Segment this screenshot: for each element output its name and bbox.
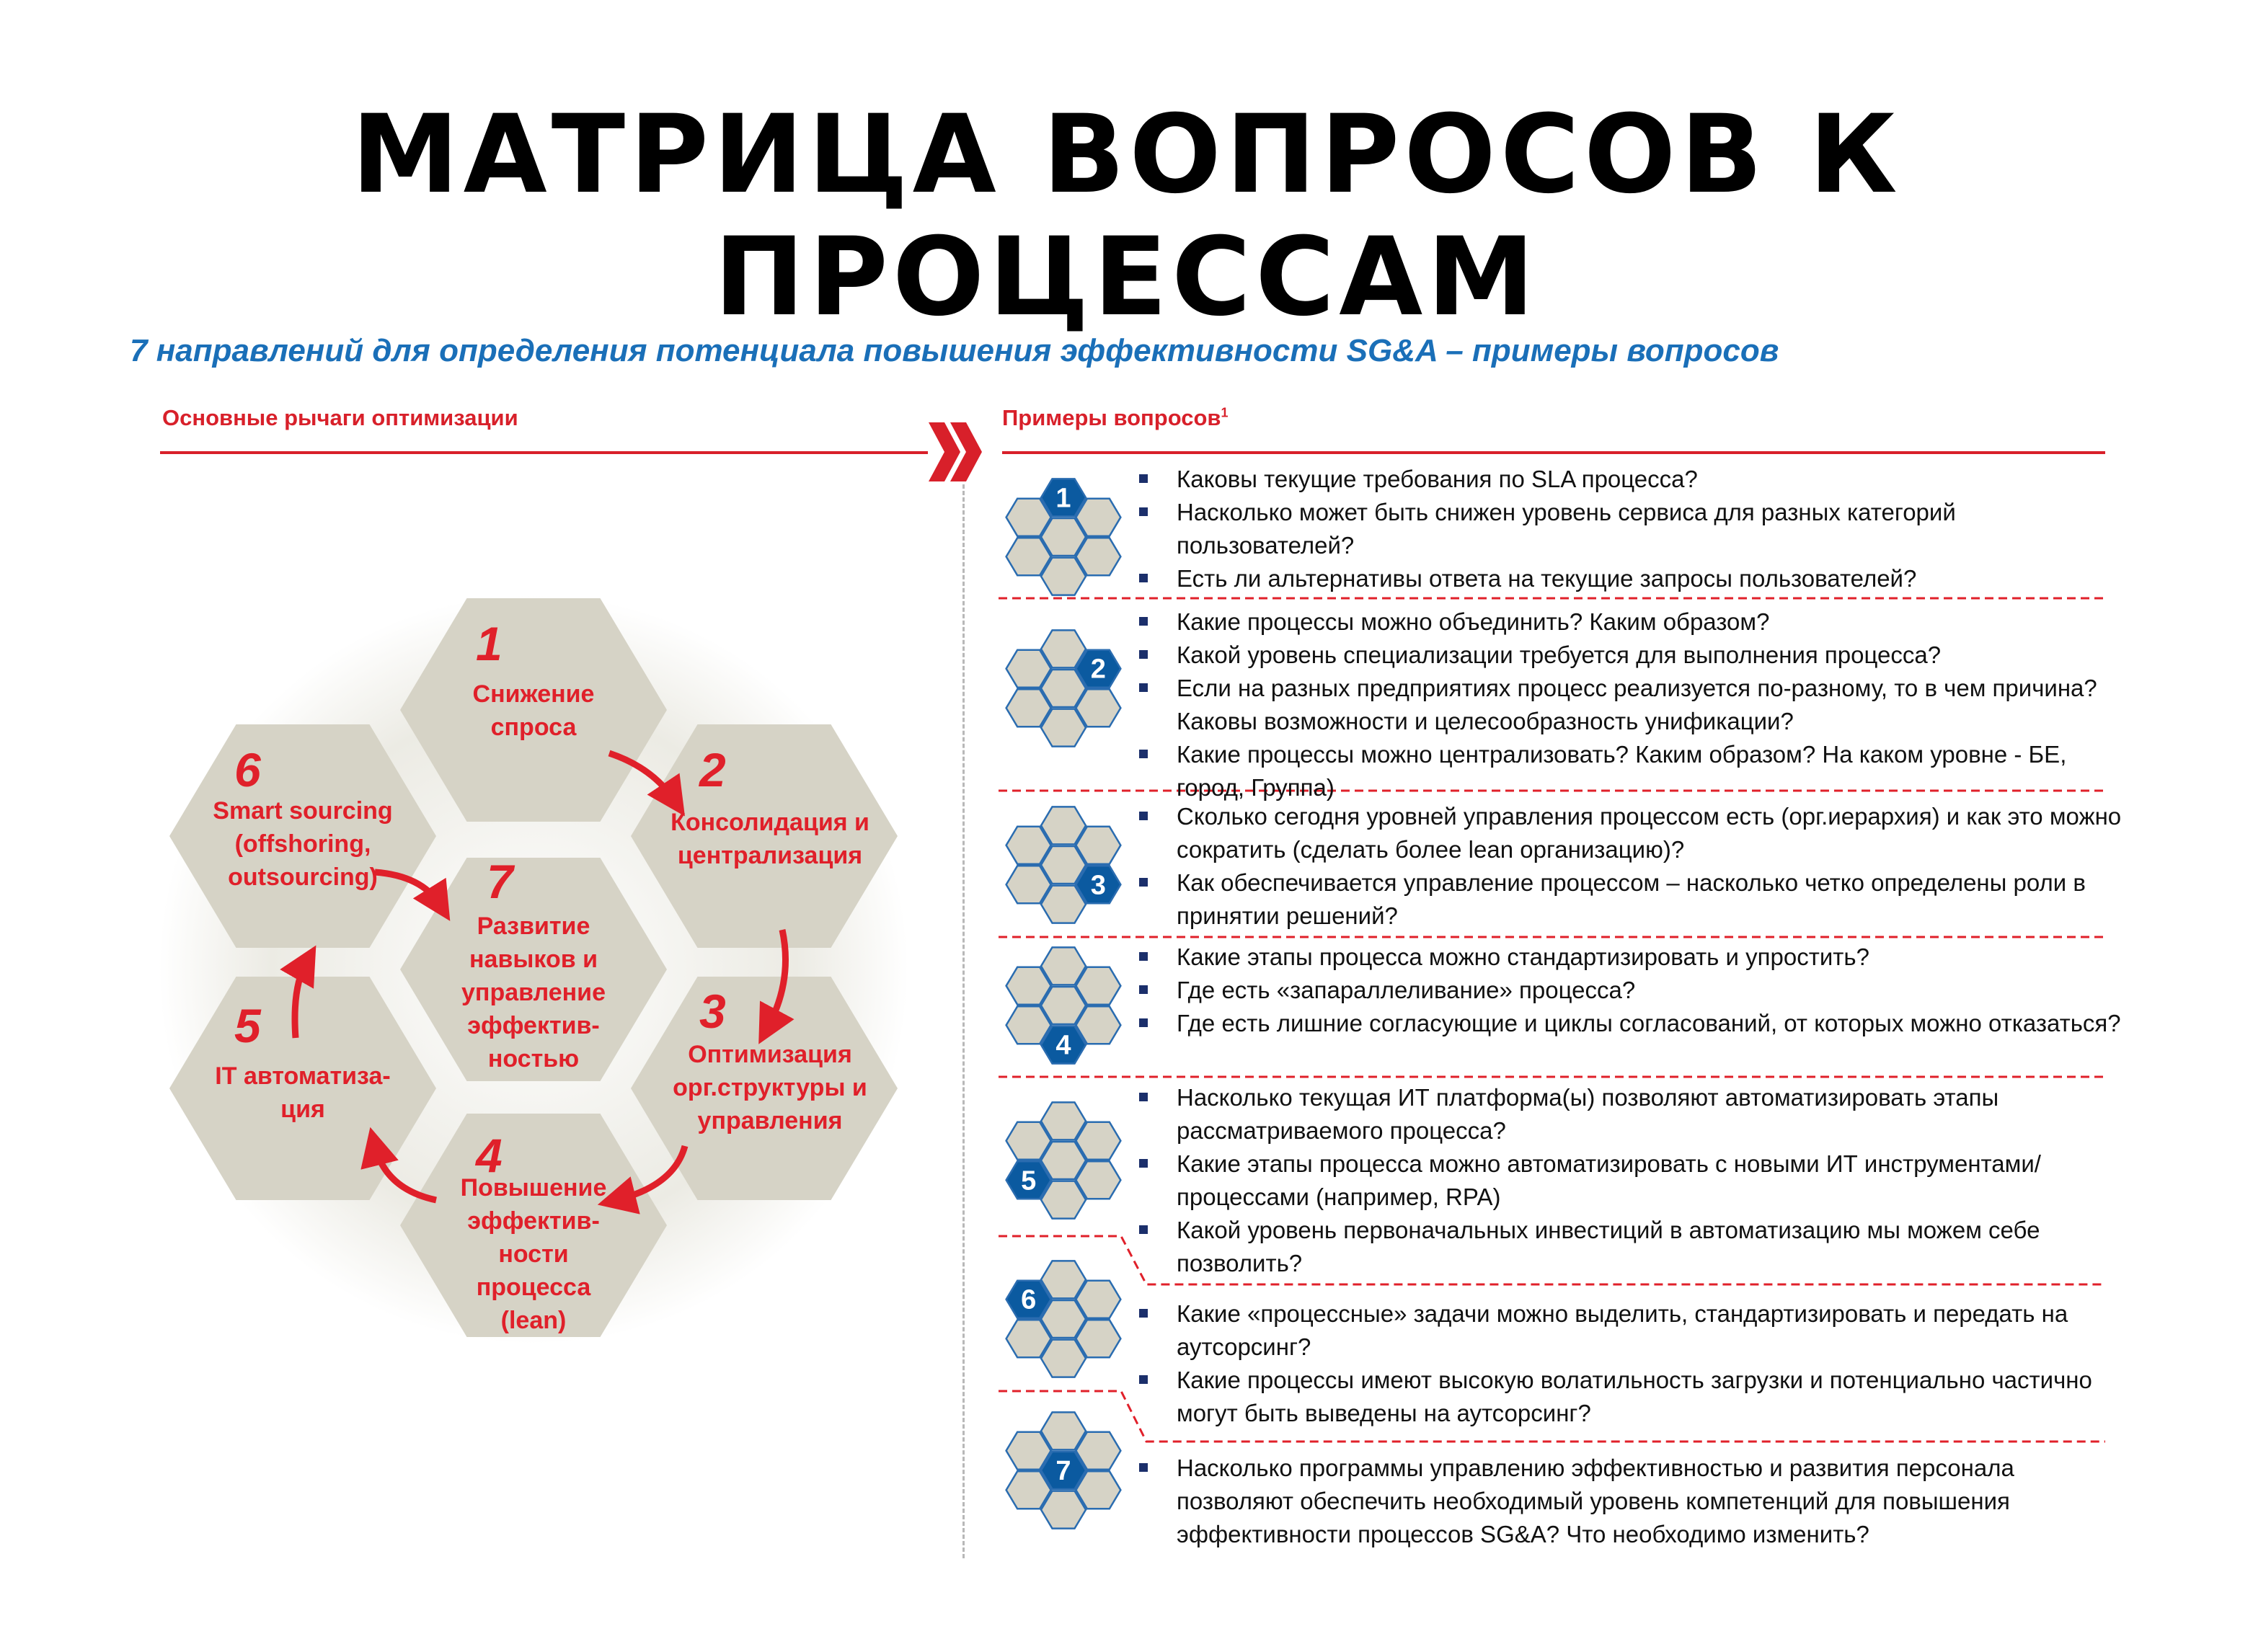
bullet-icon: [1139, 1309, 1148, 1318]
bullet-icon: [1139, 952, 1148, 961]
page-title: МАТРИЦА ВОПРОСОВ К ПРОЦЕССАМ: [351, 92, 1902, 340]
question-text: Если на разных предприятиях процесс реализуется по-разному, то в чем причина? Каковы возможности и целесообразность унификации?: [1177, 675, 2097, 734]
bullet-icon: [1139, 1225, 1148, 1234]
lever-label-line: Консолидация и: [670, 809, 869, 836]
bullet-icon: [1139, 683, 1148, 692]
question-text: Сколько сегодня уровней управления процессом есть (орг.иерархия) и как это можно сократить (сделать более lean организацию)?: [1177, 803, 2122, 863]
question-text: Какой уровень первоначальных инвестиций в автоматизацию мы можем себе позволить?: [1177, 1217, 2040, 1276]
lever-label-line: управление: [461, 979, 606, 1006]
left-section-header: Основные рычаги оптимизации: [162, 405, 518, 430]
question-text: Где есть «запараллеливание» процесса?: [1177, 977, 1636, 1003]
question-item: [1139, 605, 2134, 639]
question-text: Какой уровень специализации требуется для выполнения процесса?: [1177, 641, 1942, 668]
question-item: [1139, 496, 2134, 562]
lever-label: [461, 1171, 607, 1337]
lever-number: 2: [699, 743, 726, 796]
lever-1-hex-icon: [1006, 479, 1121, 595]
lever-label-line: процесса: [476, 1274, 591, 1301]
lever-label-line: ности: [498, 1240, 569, 1268]
question-group-7: [1139, 1452, 2134, 1551]
question-item: [1139, 1297, 2134, 1364]
question-item: [1139, 1364, 2134, 1430]
hex-icon-number: 2: [1090, 654, 1106, 685]
lever-label-line: (offshoring,: [234, 830, 371, 858]
question-item: [1139, 672, 2134, 738]
lever-4-hex-icon: [1006, 947, 1121, 1063]
question-text: Какие «процессные» задачи можно выделить, стандартизировать и передать на аутсорсинг?: [1177, 1300, 2068, 1360]
question-text: Какие этапы процесса можно стандартизировать и упростить?: [1177, 943, 1869, 970]
lever-label: [473, 678, 595, 744]
lever-label: [213, 794, 392, 894]
hex-icon-number: 5: [1021, 1165, 1037, 1196]
question-text: Где есть лишние согласующие и циклы согласований, от которых можно отказаться?: [1177, 1010, 2121, 1036]
question-item: [1139, 1452, 2134, 1551]
lever-label-line: централизация: [677, 842, 863, 869]
question-text: Какие процессы имеют высокую волатильность загрузки и потенциально частично могут быть выведены на аутсорсинг?: [1177, 1367, 2092, 1426]
bullet-icon: [1139, 617, 1148, 626]
question-item: [1139, 800, 2134, 866]
question-text: Какие этапы процесса можно автоматизировать с новыми ИТ инструментами/процессами (например, RPA): [1177, 1150, 2041, 1210]
lever-label-line: Повышение: [460, 1174, 607, 1202]
lever-number: 7: [487, 855, 513, 908]
question-item: [1139, 463, 2134, 496]
lever-label-line: орг.структуры и: [673, 1074, 867, 1101]
question-group-4: [1139, 941, 2134, 1040]
bullet-icon: [1139, 1093, 1148, 1101]
bullet-icon: [1139, 878, 1148, 887]
question-item: [1139, 562, 2134, 595]
lever-2-hex-icon: [1006, 630, 1121, 746]
lever-label-line: навыков и: [469, 946, 598, 973]
lever-label-line: Развитие: [477, 912, 590, 940]
hex-icon-number: 7: [1055, 1456, 1071, 1486]
question-text: Насколько текущая ИТ платформа(ы) позволяют автоматизировать этапы рассматриваемого процесса?: [1177, 1084, 1999, 1144]
question-item: [1139, 974, 2134, 1007]
question-group-5: [1139, 1081, 2134, 1280]
lever-label-line: Снижение: [472, 680, 595, 708]
question-group-3: [1139, 800, 2134, 933]
lever-5-hex-icon: [1006, 1102, 1121, 1218]
bullet-icon: [1139, 650, 1148, 659]
bullet-icon: [1139, 985, 1148, 994]
lever-number: 1: [476, 617, 503, 670]
question-text: Насколько программы управлению эффективностью и развития персонала позволяют обеспечить необходимый уровень компетенций для повышения эффективности процессов SG&A? Что необходимо изменить?: [1177, 1455, 2014, 1547]
question-item: [1139, 639, 2134, 672]
footnote-marker: 1: [1221, 405, 1229, 420]
bullet-icon: [1139, 1375, 1148, 1384]
bullet-icon: [1139, 750, 1148, 758]
lever-label: [673, 1038, 867, 1137]
lever-label-line: (lean): [500, 1307, 567, 1334]
lever-label: [670, 806, 869, 872]
bullet-icon: [1139, 1463, 1148, 1472]
question-text: Насколько может быть снижен уровень сервиса для разных категорий пользователей?: [1177, 499, 1956, 559]
lever-label-line: outsourcing): [228, 863, 378, 891]
lever-number: 5: [234, 999, 261, 1052]
lever-label-line: Smart sourcing: [213, 797, 393, 825]
question-item: [1139, 738, 2134, 804]
question-item: [1139, 1081, 2134, 1147]
hex-icon-number: 3: [1090, 870, 1106, 901]
bullet-icon: [1139, 474, 1148, 483]
lever-label-line: спроса: [490, 714, 577, 741]
question-item: [1139, 941, 2134, 974]
question-group-2: [1139, 605, 2134, 804]
subtitle: 7 направлений для определения потенциала повышения эффективности SG&A – примеры вопросов: [130, 333, 1779, 368]
right-header-text: Примеры вопросов: [1002, 405, 1221, 430]
question-group-6: [1139, 1297, 2134, 1430]
lever-7-hex-icon: [1006, 1412, 1121, 1528]
lever-label-line: эффектив-: [467, 1012, 600, 1039]
question-item: [1139, 866, 2134, 933]
hex-icon-number: 6: [1021, 1284, 1037, 1315]
lever-label-line: ностью: [487, 1045, 580, 1073]
lever-label-line: управления: [697, 1107, 843, 1134]
question-item: [1139, 1214, 2134, 1280]
lever-label: [461, 910, 606, 1075]
bullet-icon: [1139, 1159, 1148, 1168]
hex-icon-number: 4: [1055, 1030, 1071, 1061]
lever-number: 3: [699, 985, 726, 1038]
lever-number: 6: [234, 743, 261, 796]
question-text: Какие процессы можно объединить? Каким образом?: [1177, 608, 1770, 635]
lever-label: [215, 1060, 390, 1126]
question-group-1: [1139, 463, 2134, 595]
lever-3-hex-icon: [1006, 807, 1121, 923]
question-text: Каковы текущие требования по SLA процесса?: [1177, 466, 1698, 492]
bullet-icon: [1139, 812, 1148, 820]
lever-label-line: ция: [280, 1096, 325, 1123]
question-item: [1139, 1007, 2134, 1040]
question-text: Есть ли альтернативы ответа на текущие запросы пользователей?: [1177, 565, 1917, 592]
question-text: Как обеспечивается управление процессом – насколько четко определены роли в принятии решений?: [1177, 869, 2086, 929]
question-text: Какие процессы можно централизовать? Каким образом? На каком уровне - БЕ, город, Группа): [1177, 741, 2067, 801]
lever-label-line: Оптимизация: [688, 1041, 852, 1068]
lever-number: 4: [476, 1129, 503, 1182]
lever-label-line: IT автоматиза-: [215, 1062, 391, 1090]
bullet-icon: [1139, 1018, 1148, 1027]
lever-6-hex-icon: [1006, 1261, 1121, 1377]
hex-icon-number: 1: [1055, 483, 1071, 514]
bullet-icon: [1139, 574, 1148, 582]
bullet-icon: [1139, 507, 1148, 516]
question-item: [1139, 1147, 2134, 1214]
lever-label-line: эффектив-: [467, 1207, 600, 1235]
